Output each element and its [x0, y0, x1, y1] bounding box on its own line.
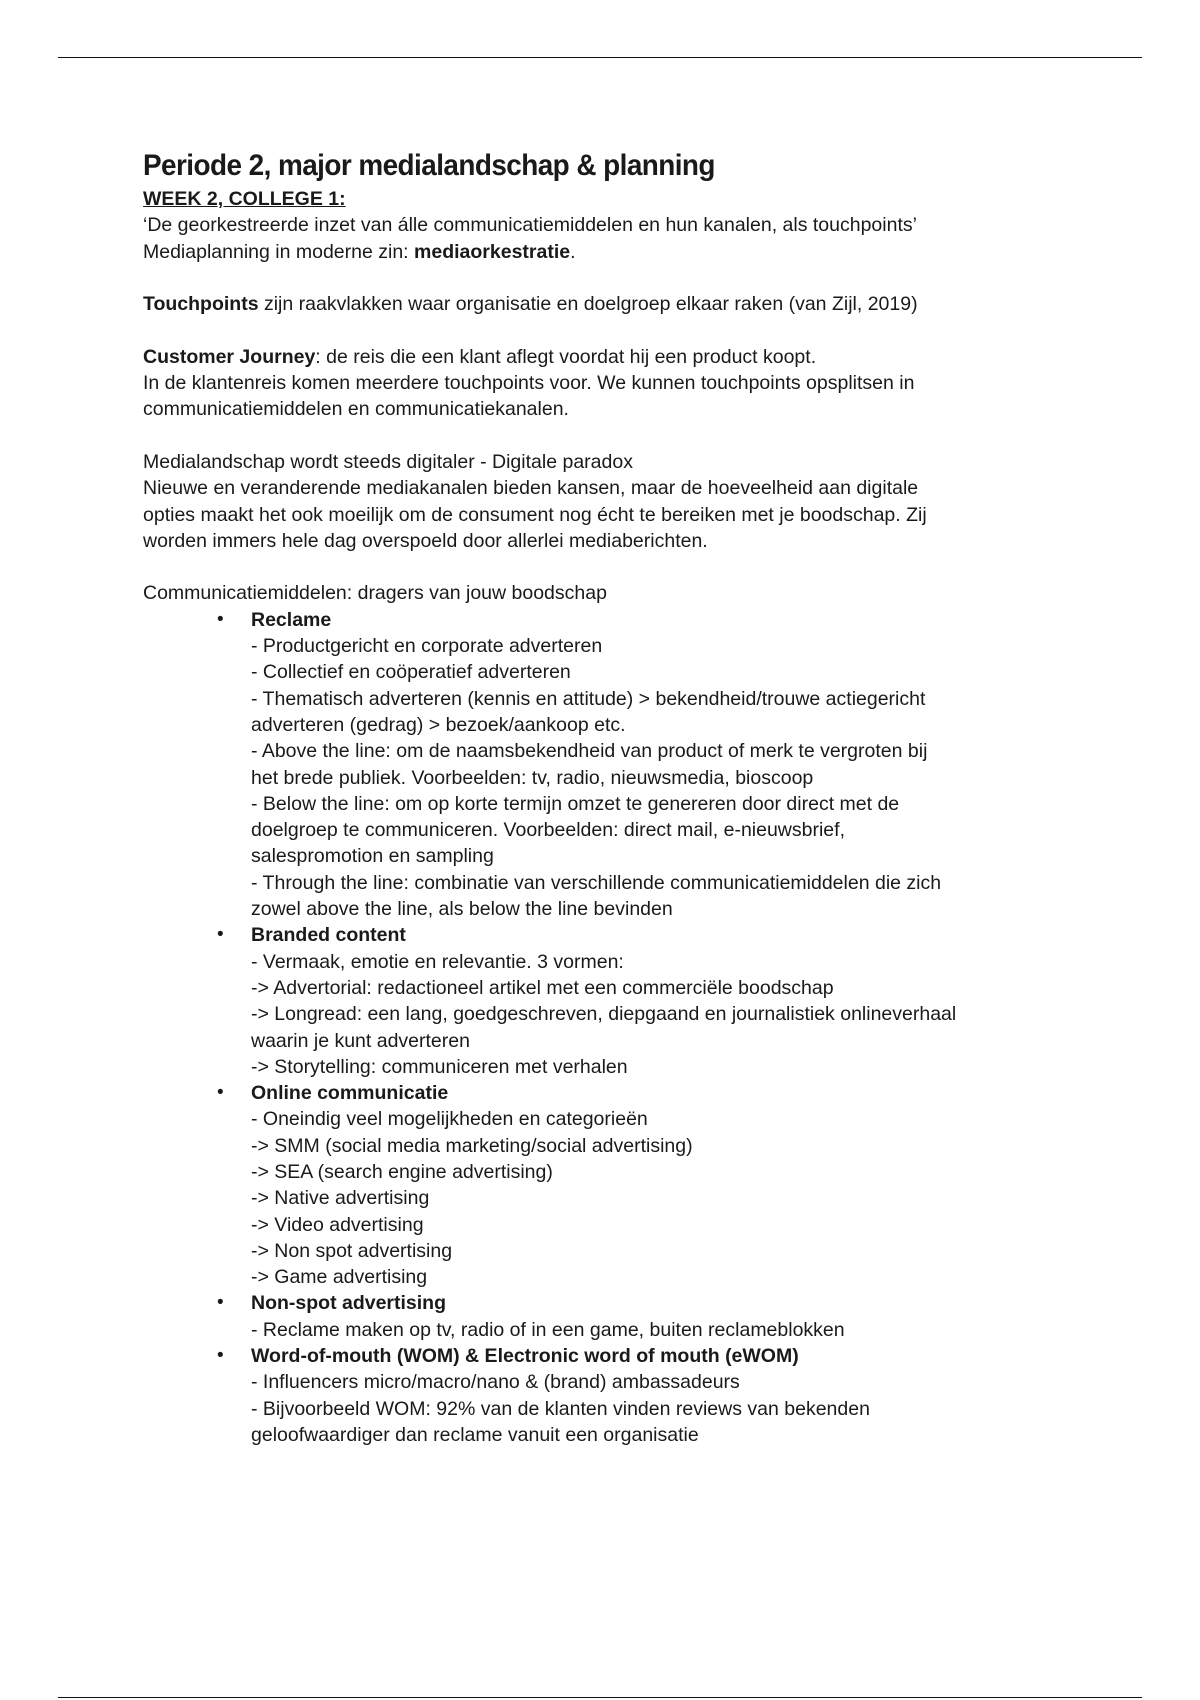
bullet-detail-line: doelgroep te communiceren. Voorbeelden: direct mail, e-nieuwsbrief,: [251, 819, 845, 842]
bullet-detail-line: -> Native advertising: [251, 1187, 430, 1210]
bullet-detail-line: -> Longread: een lang, goedgeschreven, diepgaand en journalistiek onlineverhaal: [251, 1003, 957, 1026]
journey-term: Customer Journey: [143, 345, 316, 368]
journey-text: : de reis die een klant aflegt voordat hij een product koopt.: [315, 345, 817, 368]
bullet-detail-line: adverteren (gedrag) > bezoek/aankoop etc.: [251, 713, 626, 736]
spacer: [143, 423, 1103, 449]
page-title: Periode 2, major medialandschap & planning: [143, 149, 715, 182]
intro-prefix: Mediaplanning in moderne zin:: [143, 240, 415, 263]
bullet-dot-icon: •: [217, 608, 224, 630]
document-body: [143, 146, 1103, 1448]
footer-rule: [58, 1697, 1142, 1698]
bullet-detail-line: -> Non spot advertising: [251, 1239, 453, 1262]
bullet-detail-line: waarin je kunt adverteren: [251, 1029, 470, 1052]
bullet-detail-line: - Collectief en coöperatief adverteren: [251, 661, 571, 684]
bullet-heading: Branded content: [251, 924, 406, 947]
bullet-detail-line: - Through the line: combinatie van verschillende communicatiemiddelen die zich: [251, 871, 942, 894]
intro-suffix: .: [570, 240, 576, 263]
journey-definition: [143, 344, 1103, 370]
bullet-detail-line: -> Game advertising: [251, 1266, 428, 1289]
digital-line-1: Medialandschap wordt steeds digitaler - Digitale paradox: [143, 450, 633, 473]
bullet-heading: Reclame: [251, 608, 332, 631]
bullet-detail-line: - Reclame maken op tv, radio of in een game, buiten reclameblokken: [251, 1318, 845, 1341]
bullet-heading: Non-spot advertising: [251, 1292, 447, 1315]
journey-line-2: In de klantenreis komen meerdere touchpoints voor. We kunnen touchpoints opsplitsen in: [143, 372, 915, 395]
intro-term: mediaorkestratie: [414, 240, 571, 263]
journey-line-3: communicatiemiddelen en communicatiekanalen.: [143, 398, 569, 421]
bullet-detail-line: -> Storytelling: communiceren met verhalen: [251, 1055, 628, 1078]
bullet-detail-line: - Thematisch adverteren (kennis en attitude) > bekendheid/trouwe actiegericht: [251, 687, 926, 710]
bullet-dot-icon: •: [217, 1345, 224, 1367]
bullet-detail-line: - Bijvoorbeeld WOM: 92% van de klanten vinden reviews van bekenden: [251, 1397, 870, 1420]
bullet-detail-line: - Above the line: om de naamsbekendheid van product of merk te vergroten bij: [251, 740, 928, 763]
intro-mediaplanning: [143, 239, 1103, 265]
bullet-item: [217, 1290, 1103, 1343]
bullet-detail-line: - Oneindig veel mogelijkheden en categorieën: [251, 1108, 648, 1131]
bullet-detail-line: zowel above the line, als below the line bevinden: [251, 898, 673, 921]
digital-line-2: Nieuwe en veranderende mediakanalen bieden kansen, maar de hoeveelheid aan digitale: [143, 477, 919, 500]
intro-quote: ‘De georkestreerde inzet van álle communicatiemiddelen en hun kanalen, als touchpoints’: [143, 214, 917, 237]
bullet-detail-line: - Vermaak, emotie en relevantie. 3 vormen:: [251, 950, 624, 973]
spacer: [143, 317, 1103, 343]
touchpoints-term: Touchpoints: [143, 293, 259, 316]
bullet-dot-icon: •: [217, 924, 224, 946]
bullet-detail-line: - Influencers micro/macro/nano & (brand) ambassadeurs: [251, 1371, 740, 1394]
bullet-item: [217, 607, 1103, 923]
bullet-item: [217, 1080, 1103, 1290]
bullet-item: [217, 922, 1103, 1080]
spacer: [143, 554, 1103, 580]
bullet-detail-line: -> SEA (search engine advertising): [251, 1160, 553, 1183]
digital-line-4: worden immers hele dag overspoeld door allerlei mediaberichten.: [143, 529, 708, 552]
bullet-heading: Word-of-mouth (WOM) & Electronic word of mouth (eWOM): [251, 1345, 799, 1368]
bullet-detail-line: -> SMM (social media marketing/social advertising): [251, 1134, 693, 1157]
touchpoints-text: zijn raakvlakken waar organisatie en doelgroep elkaar raken (van Zijl, 2019): [258, 293, 918, 316]
header-rule: [58, 57, 1142, 58]
bullet-detail-line: salespromotion en sampling: [251, 845, 494, 868]
bullet-detail-line: het brede publiek. Voorbeelden: tv, radio, nieuwsmedia, bioscoop: [251, 766, 814, 789]
bullet-detail-line: - Productgericht en corporate adverteren: [251, 635, 603, 658]
week-subtitle: WEEK 2, COLLEGE 1:: [143, 188, 346, 210]
bullet-item: [217, 1343, 1103, 1448]
digital-line-3: opties maakt het ook moeilijk om de consument nog écht te bereiken met je boodschap. Zij: [143, 503, 927, 526]
means-bullet-list: [143, 607, 1103, 1449]
bullet-detail-line: - Below the line: om op korte termijn omzet te genereren door direct met de: [251, 792, 900, 815]
means-heading: Communicatiemiddelen: dragers van jouw boodschap: [143, 582, 607, 605]
bullet-dot-icon: •: [217, 1082, 224, 1104]
spacer: [143, 265, 1103, 291]
bullet-detail-line: -> Advertorial: redactioneel artikel met een commerciële boodschap: [251, 976, 834, 999]
bullet-detail-line: geloofwaardiger dan reclame vanuit een organisatie: [251, 1423, 699, 1446]
touchpoints-definition: [143, 291, 1103, 317]
bullet-detail-line: -> Video advertising: [251, 1213, 424, 1236]
bullet-heading: Online communicatie: [251, 1082, 449, 1105]
bullet-dot-icon: •: [217, 1292, 224, 1314]
